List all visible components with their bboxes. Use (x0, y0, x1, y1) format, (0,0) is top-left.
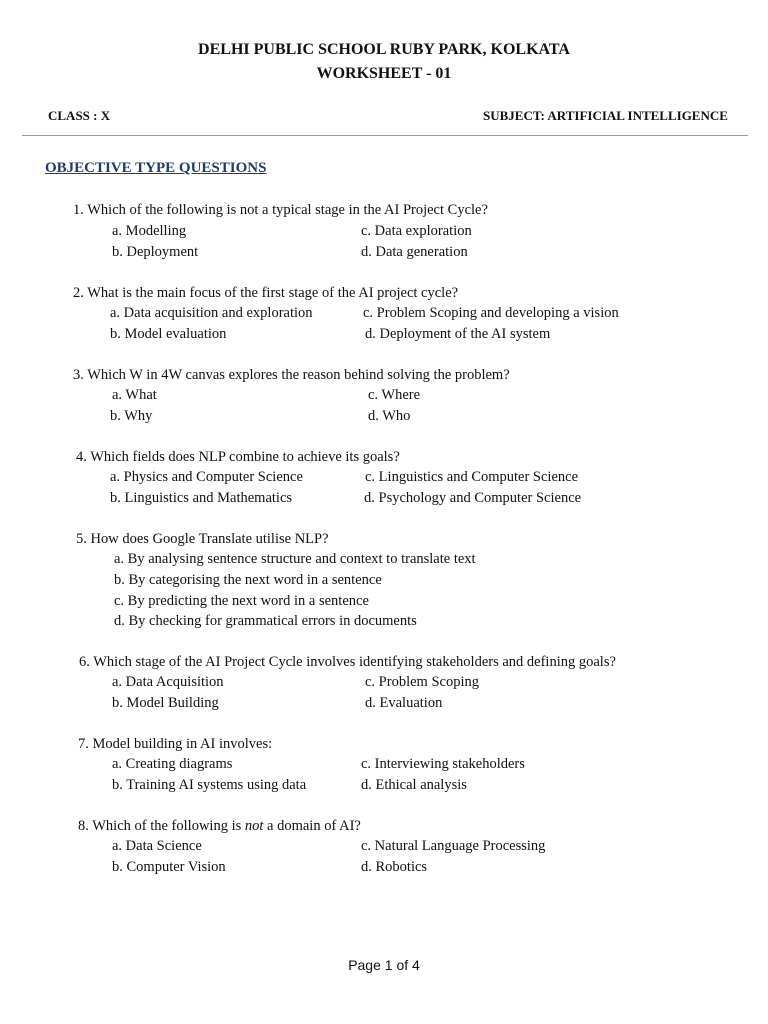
q1-option-c: c. Data exploration (361, 223, 472, 239)
q4-option-b: b. Linguistics and Mathematics (110, 490, 293, 506)
q1-option-d: d. Data generation (361, 244, 468, 260)
worksheet-title: WORKSHEET - 01 (316, 65, 452, 82)
question-6: 6. Which stage of the AI Project Cycle involves identifying stakeholders and defining goals? (79, 654, 616, 670)
q2-option-c: c. Problem Scoping and developing a vision (363, 305, 619, 321)
q7-option-a: a. Creating diagrams (112, 756, 233, 772)
q8-option-b: b. Computer Vision (112, 859, 226, 875)
class-label: CLASS : X (48, 108, 111, 123)
q7-option-c: c. Interviewing stakeholders (361, 756, 525, 772)
q5-option-b: b. By categorising the next word in a sentence (114, 572, 382, 588)
subject-label: SUBJECT: ARTIFICIAL INTELLIGENCE (483, 108, 728, 123)
header-divider (22, 135, 748, 136)
q3-option-b: b. Why (110, 408, 153, 424)
q2-option-d: d. Deployment of the AI system (365, 326, 551, 342)
q2-option-b: b. Model evaluation (110, 326, 227, 342)
q7-option-b: b. Training AI systems using data (112, 777, 307, 793)
question-4: 4. Which fields does NLP combine to achieve its goals? (76, 449, 400, 465)
q1-option-b: b. Deployment (112, 244, 199, 260)
school-name: DELHI PUBLIC SCHOOL RUBY PARK, KOLKATA (198, 41, 570, 58)
q2-option-a: a. Data acquisition and exploration (110, 305, 313, 321)
q8-option-d: d. Robotics (361, 859, 428, 875)
question-8-text-end: a domain of AI? (263, 818, 361, 834)
question-3: 3. Which W in 4W canvas explores the reason behind solving the problem? (73, 367, 510, 383)
q4-option-d: d. Psychology and Computer Science (364, 490, 582, 506)
q5-option-c: c. By predicting the next word in a sentence (114, 593, 369, 609)
q8-option-c: c. Natural Language Processing (361, 838, 546, 854)
question-1: 1. Which of the following is not a typical stage in the AI Project Cycle? (73, 202, 488, 218)
q7-option-d: d. Ethical analysis (361, 777, 467, 793)
question-8-emphasis: not (244, 818, 264, 834)
question-8-text-start: 8. Which of the following is (78, 818, 245, 834)
question-7: 7. Model building in AI involves: (78, 736, 273, 752)
q5-option-d: d. By checking for grammatical errors in documents (114, 613, 417, 629)
q4-option-a: a. Physics and Computer Science (110, 469, 303, 485)
q6-option-d: d. Evaluation (365, 695, 443, 711)
q8-option-a: a. Data Science (112, 838, 202, 854)
question-2: 2. What is the main focus of the first stage of the AI project cycle? (73, 285, 459, 301)
q6-option-a: a. Data Acquisition (112, 674, 224, 690)
section-title: OBJECTIVE TYPE QUESTIONS (45, 160, 267, 176)
q3-option-c: c. Where (368, 387, 421, 403)
question-8 (78, 818, 361, 835)
q6-option-c: c. Problem Scoping (365, 674, 479, 690)
q1-option-a: a. Modelling (112, 223, 187, 239)
q6-option-b: b. Model Building (112, 695, 219, 711)
question-5: 5. How does Google Translate utilise NLP? (76, 531, 329, 547)
q3-option-d: d. Who (368, 408, 411, 424)
q3-option-a: a. What (112, 387, 157, 403)
q5-option-a: a. By analysing sentence structure and context to translate text (114, 551, 476, 567)
page-number: Page 1 of 4 (348, 957, 420, 973)
q4-option-c: c. Linguistics and Computer Science (365, 469, 579, 485)
